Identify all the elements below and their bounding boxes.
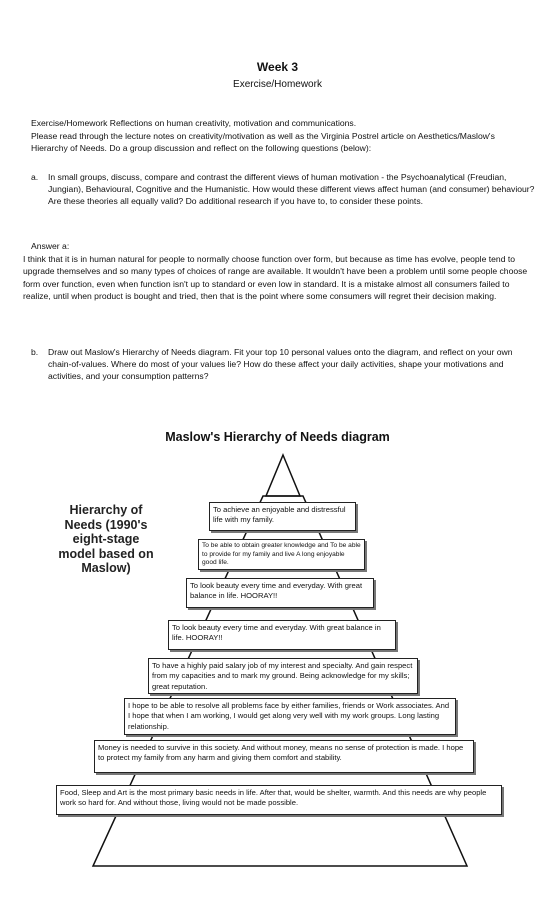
pyramid-level-6: I hope to be able to resolve all problems face by either families, friends or Work associates. And I hope that when I am working, I would get along very well with my work groups. Long lasting relationship.	[124, 698, 456, 735]
answer-a-text: I think that it is in human natural for people to normally choose function over form, but because as time has evolve, people tend to upgrade themselves and so many types of choices of range are available. It wouldn't have been a problem until some people choose form over function, even when function isn't up to standard or even low in standard. It is a mistake almost all consumers failed to realize, until when product is bought and tried, then that is the point where some consumers will regret their decision making.	[23, 254, 528, 302]
intro-line-1: Exercise/Homework Reflections on human creativity, motivation and communications.	[31, 118, 357, 128]
pyramid-level-5: To have a highly paid salary job of my interest and specialty. And gain respect from my capacities and to mark my ground. Being acknowledge for my skills; great reputation.	[148, 658, 418, 694]
question-b-label: b.	[31, 347, 39, 357]
pyramid-level-1: To achieve an enjoyable and distressful life with my family.	[209, 502, 356, 531]
pyramid-level-4: To look beauty every time and everyday. With great balance in life. HOORAY!!	[168, 620, 396, 650]
pyramid-level-3: To look beauty every time and everyday. With great balance in life. HOORAY!!	[186, 578, 374, 608]
intro-line-2: Please read through the lecture notes on creativity/motivation as well as the Virginia Postrel article on Aesthetics/Maslow's Hierarchy of Needs. Do a group discussion and reflect on the following questions (below):	[31, 131, 495, 154]
page-subtitle: Exercise/Homework	[233, 79, 322, 90]
pyramid-level-2: To be able to obtain greater knowledge and To be able to provide for my family and live A long enjoyable good life.	[198, 539, 365, 570]
page-title: Week 3	[256, 60, 299, 74]
question-b-text: Draw out Maslow's Hierarchy of Needs diagram. Fit your top 10 personal values onto the diagram, and reflect on your own chain-of-values. Where do most of your values lie? How do these affect your daily activities, shape your motivations and activities, and your consumption patterns?	[48, 347, 513, 381]
question-a-label: a.	[31, 172, 39, 182]
answer-a-heading: Answer a:	[31, 241, 70, 251]
pyramid-level-7: Money is needed to survive in this society. And without money, means no sense of protection is made. I hope to protect my family from any harm and giving them comfort and stability.	[94, 740, 474, 773]
pyramid-level-8: Food, Sleep and Art is the most primary basic needs in life. After that, would be shelter, warmth. And this needs are why people work so hard for. And without those, living would not be made possible.	[56, 785, 502, 815]
diagram-title: Maslow's Hierarchy of Needs diagram	[165, 430, 390, 444]
hierarchy-side-label: Hierarchy of Needs (1990's eight-stage model based on Maslow)	[58, 503, 154, 575]
pyramid-apex	[266, 455, 300, 496]
question-a-text: In small groups, discuss, compare and contrast the different views of human motivation - the Psychoanalytical (Freudian, Jungian), Behavioural, Cognitive and the Humanistic. How would these different views affect human (and consumer) behaviour? Are these theories all equally valid? Do additional research if you have to, to consider these points.	[48, 172, 535, 206]
